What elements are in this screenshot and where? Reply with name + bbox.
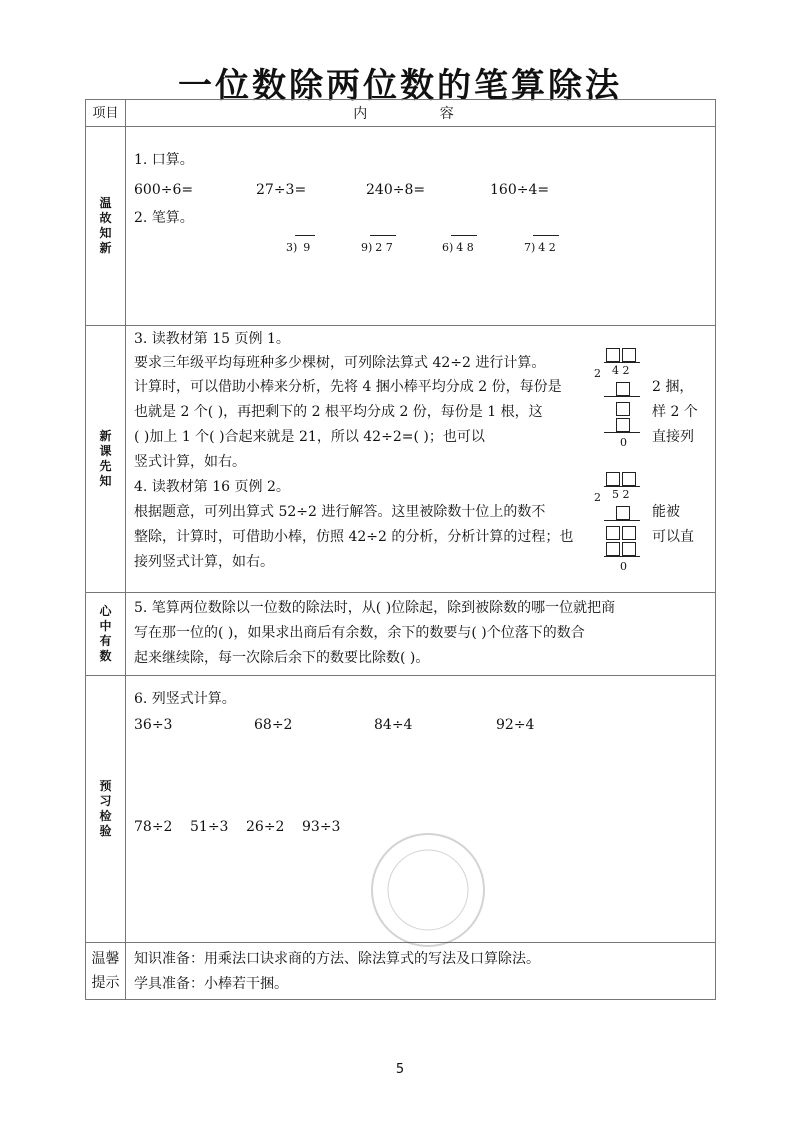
problem: 92÷4 — [496, 717, 535, 733]
long-division-3: 6) 4 8 — [442, 235, 474, 261]
problem: 78÷2 — [134, 819, 173, 835]
problem: 36÷3 — [134, 717, 173, 733]
tip-line: 学具准备：小棒若干捆。 — [134, 976, 288, 992]
tips-row — [86, 943, 716, 1000]
division-diagram-2: 2 5 2 0 — [592, 470, 652, 580]
long-division-1: 3) 9 — [286, 235, 310, 261]
problem: 84÷4 — [374, 717, 413, 733]
oral-3: 240÷8= — [366, 182, 426, 198]
page-title: 一位数除两位数的笔算除法 — [178, 66, 622, 106]
q1-text: 1. 口算。 — [134, 152, 194, 168]
table-header-row — [86, 100, 716, 127]
header-content: 内 容 — [126, 100, 716, 127]
problem: 68÷2 — [254, 717, 293, 733]
page-number: 5 — [395, 1062, 405, 1077]
problem: 26÷2 — [246, 819, 285, 835]
line: 根据题意，可列出算式 52÷2 进行解答。这里被除数十位上的数不 — [134, 504, 546, 520]
q6-text: 6. 列竖式计算。 — [134, 691, 236, 707]
side-text: 样 2 个 — [652, 404, 698, 420]
oral-2: 27÷3= — [256, 182, 307, 198]
new-lesson-content — [126, 326, 716, 593]
long-division-4: 7) 4 2 — [524, 235, 556, 261]
line-4: 4. 读教材第 16 页例 2。 — [134, 479, 290, 495]
long-division-2: 9) 2 7 — [361, 235, 393, 261]
tips-content — [126, 943, 716, 1000]
heart-label: 心 中 有 数 — [86, 593, 126, 676]
review-content — [126, 127, 716, 326]
side-text: 直接列 — [652, 429, 694, 445]
problem: 51÷3 — [190, 819, 229, 835]
line: 要求三年级平均每班种多少棵树，可列除法算式 42÷2 进行计算。 — [134, 355, 546, 371]
side-text: 能被 — [652, 504, 680, 520]
line: 接列竖式计算，如右。 — [134, 554, 274, 570]
watermark-stamp — [368, 830, 488, 950]
heart-row — [86, 593, 716, 676]
line-3: 3. 读教材第 15 页例 1。 — [134, 331, 290, 347]
division-diagram-1: 2 4 2 0 — [592, 346, 652, 456]
review-label: 温 故 知 新 — [86, 127, 126, 326]
line: 竖式计算，如右。 — [134, 454, 246, 470]
line: 起来继续除，每一次除后余下的数要比除数( )。 — [134, 650, 430, 666]
heart-content — [126, 593, 716, 676]
tips-label: 温馨 提示 — [86, 943, 126, 1000]
oral-1: 600÷6= — [134, 182, 194, 198]
line: 写在那一位的( )，如果求出商后有余数，余下的数要与( )个位落下的数合 — [134, 625, 585, 641]
new-lesson-row — [86, 326, 716, 593]
new-lesson-label: 新 课 先 知 — [86, 326, 126, 593]
tip-line: 知识准备：用乘法口诀求商的方法、除法算式的写法及口算除法。 — [134, 951, 540, 967]
check-label: 预 习 检 验 — [86, 676, 126, 943]
side-text: 2 捆， — [652, 379, 694, 395]
line: 5. 笔算两位数除以一位数的除法时，从( )位除起，除到被除数的哪一位就把商 — [134, 600, 616, 616]
side-text: 可以直 — [652, 529, 694, 545]
header-item: 项目 — [86, 100, 126, 127]
line: 整除，计算时，可借助小棒，仿照 42÷2 的分析，分析计算的过程；也 — [134, 529, 574, 545]
line: 也就是 2 个( )，再把剩下的 2 根平均分成 2 份，每份是 1 根，这 — [134, 404, 543, 420]
line: 计算时，可以借助小棒来分析，先将 4 捆小棒平均分成 2 份，每份是 — [134, 379, 562, 395]
problem: 93÷3 — [302, 819, 341, 835]
line: ( )加上 1 个( )合起来就是 21，所以 42÷2=( )；也可以 — [134, 429, 485, 445]
q2-text: 2. 笔算。 — [134, 210, 194, 226]
oral-4: 160÷4= — [490, 182, 550, 198]
review-row — [86, 127, 716, 326]
